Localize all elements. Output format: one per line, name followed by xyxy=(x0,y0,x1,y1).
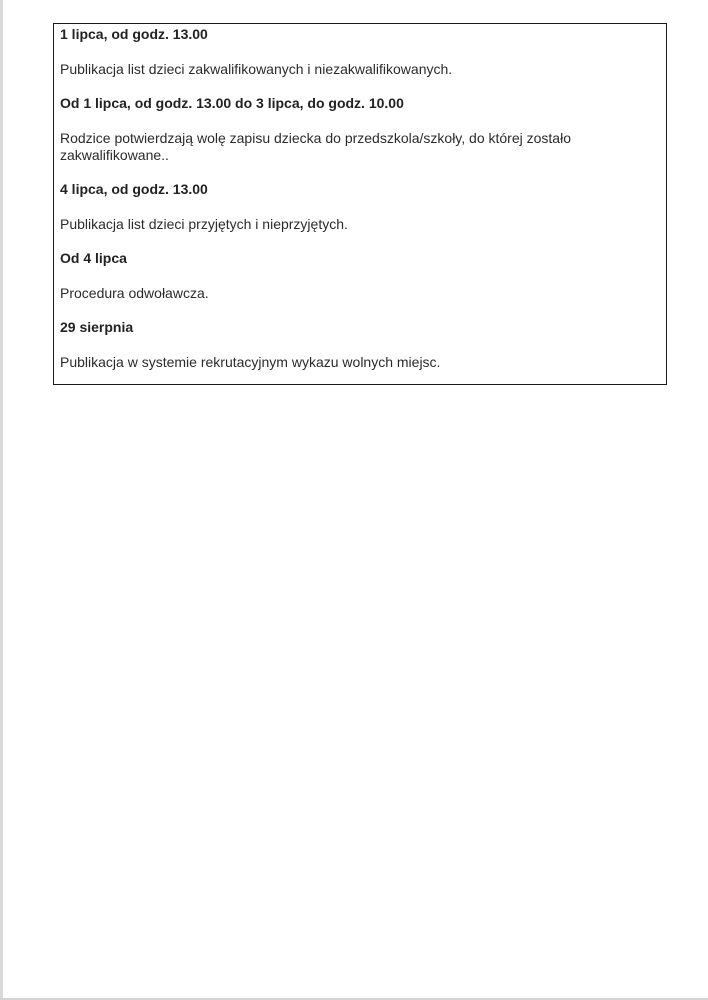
entry-date: 1 lipca, od godz. 13.00 xyxy=(60,26,208,42)
entry-description: Procedura odwoławcza. xyxy=(60,285,209,301)
entry-date: 4 lipca, od godz. 13.00 xyxy=(60,181,208,197)
entry-date: 29 sierpnia xyxy=(60,319,134,335)
entry-description: Publikacja list dzieci zakwalifikowanych i niezakwalifikowanych. xyxy=(60,61,453,77)
entry-description: Publikacja w systemie rekrutacyjnym wykazu wolnych miejsc. xyxy=(60,354,441,370)
entry-description: Publikacja list dzieci przyjętych i nieprzyjętych. xyxy=(60,216,348,232)
entry-date: Od 1 lipca, od godz. 13.00 do 3 lipca, do godz. 10.00 xyxy=(60,95,404,111)
schedule-table xyxy=(53,23,667,385)
page-edge xyxy=(0,0,3,1000)
entry-date: Od 4 lipca xyxy=(60,250,127,266)
entry-description: Rodzice potwierdzają wolę zapisu dziecka do przedszkola/szkoły, do której zostało zakwalifikowane.. xyxy=(60,130,571,163)
